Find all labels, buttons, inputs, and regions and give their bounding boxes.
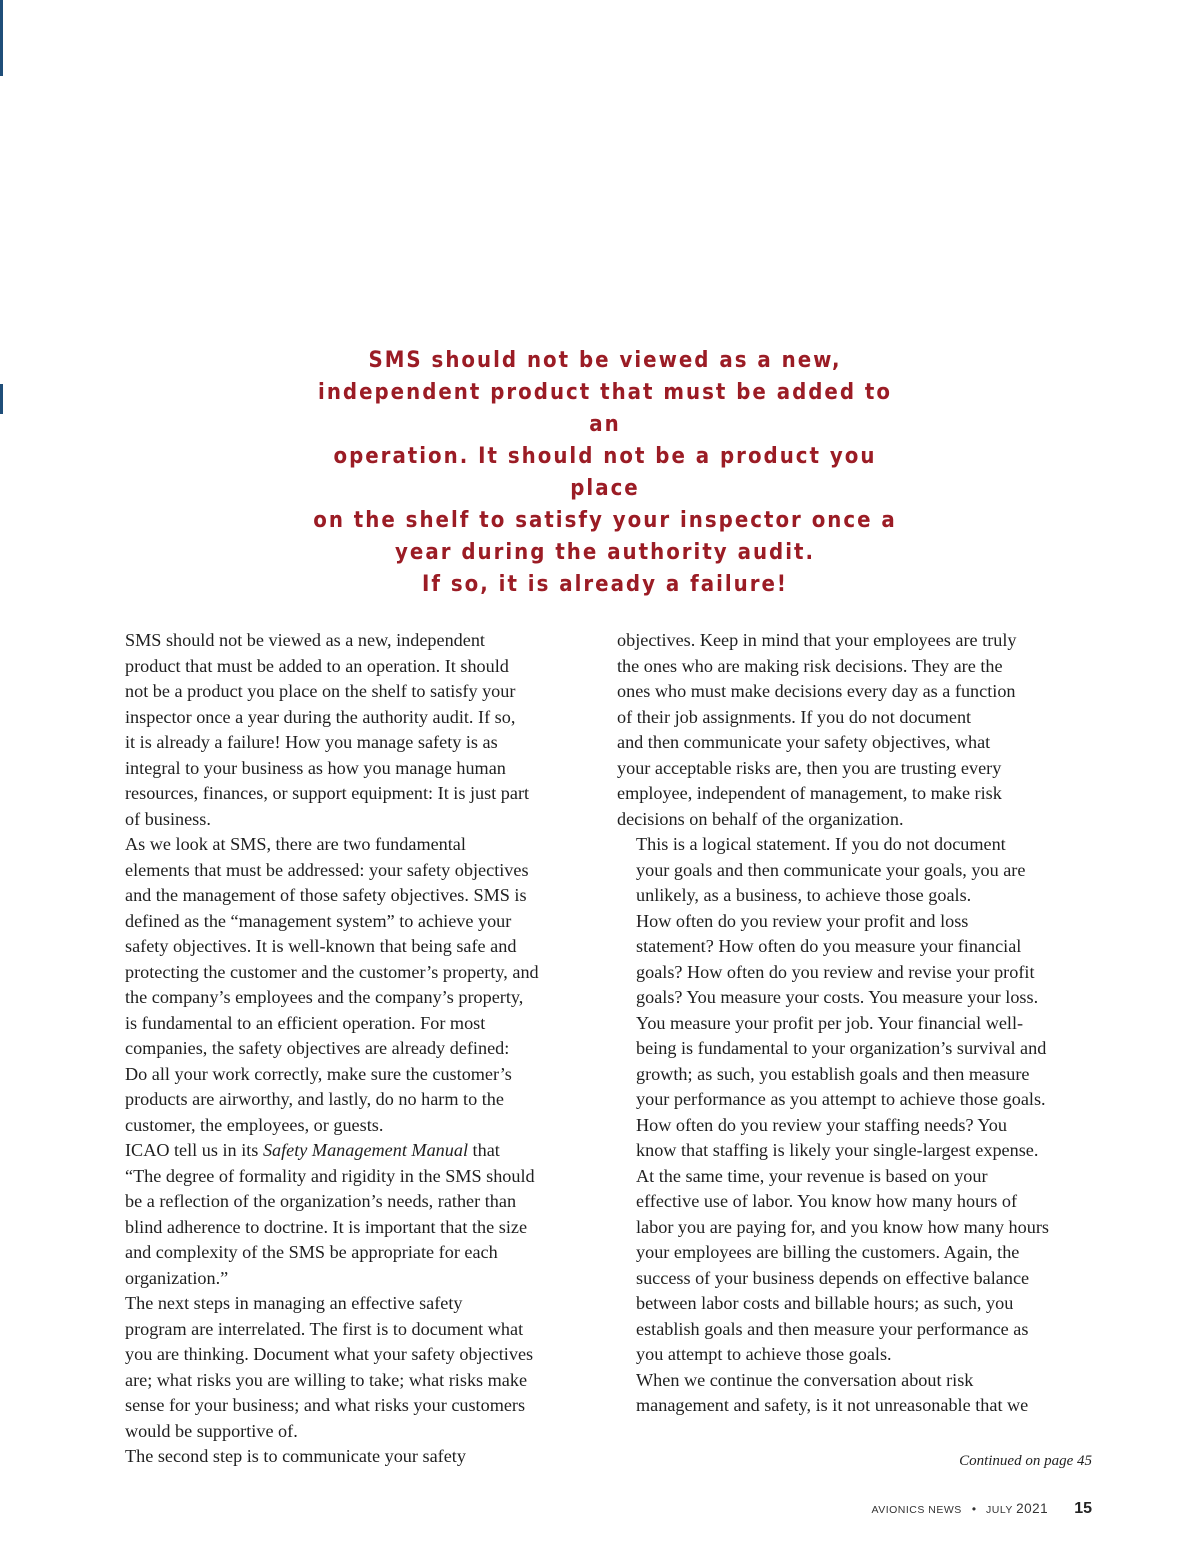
text-line: You measure your profit per job. Your financial well- [636, 1012, 1024, 1033]
paragraph [617, 909, 1105, 1113]
text-line: goals? How often do you review and revise your profit [636, 961, 1035, 982]
text-line: goals? You measure your costs. You measure your loss. [636, 987, 1039, 1007]
text-line: How often do you review your staffing needs? You [636, 1114, 1007, 1135]
text-line: When we continue the conversation about risk [636, 1369, 974, 1390]
text-line: you are thinking. Document what your safety objectives [125, 1344, 534, 1364]
text-line: decisions on behalf of the organization. [617, 808, 904, 829]
paragraph [106, 1291, 594, 1444]
text-line: The next steps in managing an effective safety [125, 1293, 463, 1313]
pull-quote-line: operation. It should not be a product you place [333, 444, 877, 501]
text-line: is fundamental to an efficient operation. For most [125, 1012, 486, 1033]
text-line: statement? How often do you measure your financial [636, 936, 1022, 956]
text-line: effective use of labor. You know how many hours of [636, 1191, 1018, 1211]
text-line: product that must be added to an operation. It should [125, 655, 509, 676]
text-line: The second step is to communicate your safety [125, 1446, 466, 1466]
text-line: protecting the customer and the customer’s property, and [125, 961, 539, 982]
pull-quote-line: year during the authority audit. [395, 540, 815, 565]
text-line: establish goals and then measure your performance as [636, 1318, 1029, 1339]
text-line: the ones who are making risk decisions. They are the [617, 655, 1003, 676]
paragraph [106, 832, 594, 1138]
text-line: defined as the “management system” to achieve your [125, 910, 512, 931]
text-line: products are airworthy, and lastly, do no harm to the [125, 1089, 504, 1109]
publication-name: AVIONICS NEWS [871, 1504, 962, 1516]
text-line: between labor costs and billable hours; as such, you [636, 1293, 1014, 1313]
paragraph [617, 1368, 1105, 1419]
text-line: it is already a failure! How you manage safety is as [125, 732, 498, 752]
paragraph [617, 832, 1105, 909]
text-line: unlikely, as a business, to achieve those goals. [636, 885, 972, 905]
text-line: objectives. Keep in mind that your employees are truly [617, 630, 1017, 650]
text-line: How often do you review your profit and loss [636, 910, 969, 931]
text-line: “The degree of formality and rigidity in the SMS should [125, 1165, 535, 1186]
text-line: safety objectives. It is well-known that being safe and [125, 936, 517, 956]
text-line: of their job assignments. If you do not document [617, 706, 972, 727]
issue-date [986, 1501, 1048, 1516]
text-line: organization.” [125, 1267, 229, 1288]
pull-quote-line: independent product that must be added to an [318, 380, 892, 437]
pull-quote [300, 345, 910, 601]
text-line: integral to your business as how you manage human [125, 757, 506, 778]
article-column-right [617, 628, 1105, 1419]
text-line: know that staffing is likely your single-largest expense. [636, 1140, 1039, 1160]
text-run: ICAO tell us in its [125, 1140, 263, 1160]
footer-separator: • [971, 1502, 977, 1516]
text-line: labor you are paying for, and you know how many hours [636, 1216, 1049, 1237]
text-line: your performance as you attempt to achieve those goals. [636, 1089, 1046, 1109]
text-line [106, 1138, 594, 1164]
continued-link[interactable]: Continued on page 45 [959, 1453, 1092, 1469]
text-line: are; what risks you are willing to take; what risks make [125, 1369, 528, 1390]
text-line: your acceptable risks are, then you are trusting every [617, 757, 1002, 778]
text-line: the company’s employees and the company’s property, [125, 987, 524, 1007]
text-line: program are interrelated. The first is to document what [125, 1318, 524, 1339]
article-column-left [106, 628, 594, 1470]
text-line: employee, independent of management, to make risk [617, 783, 1002, 803]
text-run: that [468, 1140, 500, 1160]
text-line: sense for your business; and what risks your customers [125, 1395, 526, 1415]
issue-year: 2021 [1016, 1501, 1049, 1516]
text-line: elements that must be addressed: your safety objectives [125, 859, 529, 880]
text-line: companies, the safety objectives are already defined: [125, 1038, 510, 1058]
text-line: not be a product you place on the shelf to satisfy your [125, 681, 516, 701]
page-footer [871, 1500, 1092, 1518]
page-number: 15 [1074, 1500, 1092, 1517]
text-line: At the same time, your revenue is based on your [636, 1165, 988, 1186]
text-line: your goals and then communicate your goals, you are [636, 859, 1026, 880]
edge-marker-top [0, 0, 3, 76]
text-line: As we look at SMS, there are two fundamental [125, 834, 466, 854]
paragraph [617, 1113, 1105, 1368]
text-line: management and safety, is it not unreasonable that we [636, 1395, 1029, 1415]
text-line: SMS should not be viewed as a new, independent [125, 630, 485, 650]
text-line: you attempt to achieve those goals. [636, 1344, 892, 1364]
text-line: customer, the employees, or guests. [125, 1114, 384, 1135]
text-line: your employees are billing the customers. Again, the [636, 1242, 1020, 1262]
paragraph [106, 628, 594, 832]
text-line: ones who must make decisions every day as a function [617, 681, 1016, 701]
text-line: be a reflection of the organization’s needs, rather than [125, 1191, 517, 1211]
text-line: would be supportive of. [125, 1420, 298, 1441]
text-line: and then communicate your safety objectives, what [617, 732, 991, 752]
text-line: success of your business depends on effective balance [636, 1267, 1030, 1288]
text-line: Do all your work correctly, make sure the customer’s [125, 1063, 512, 1084]
paragraph [106, 1138, 594, 1291]
issue-month: JULY [986, 1504, 1013, 1516]
pull-quote-line: SMS should not be viewed as a new, [368, 348, 842, 373]
book-title: Safety Management Manual [262, 1140, 468, 1160]
text-line: resources, finances, or support equipment: It is just part [125, 783, 530, 803]
text-line: blind adherence to doctrine. It is important that the size [125, 1216, 528, 1237]
text-line: This is a logical statement. If you do not document [636, 834, 1006, 854]
paragraph [617, 628, 1105, 832]
text-line: and the management of those safety objectives. SMS is [125, 885, 527, 905]
text-line: of business. [125, 808, 211, 829]
pull-quote-line: If so, it is already a failure! [422, 572, 788, 597]
pull-quote-line: on the shelf to satisfy your inspector once a [313, 508, 897, 533]
text-line: and complexity of the SMS be appropriate for each [125, 1242, 498, 1262]
edge-marker-middle [0, 384, 3, 414]
text-line: being is fundamental to your organization’s survival and [636, 1038, 1047, 1058]
text-line: inspector once a year during the authority audit. If so, [125, 706, 516, 727]
text-line: growth; as such, you establish goals and then measure [636, 1063, 1030, 1084]
paragraph [106, 1444, 594, 1470]
